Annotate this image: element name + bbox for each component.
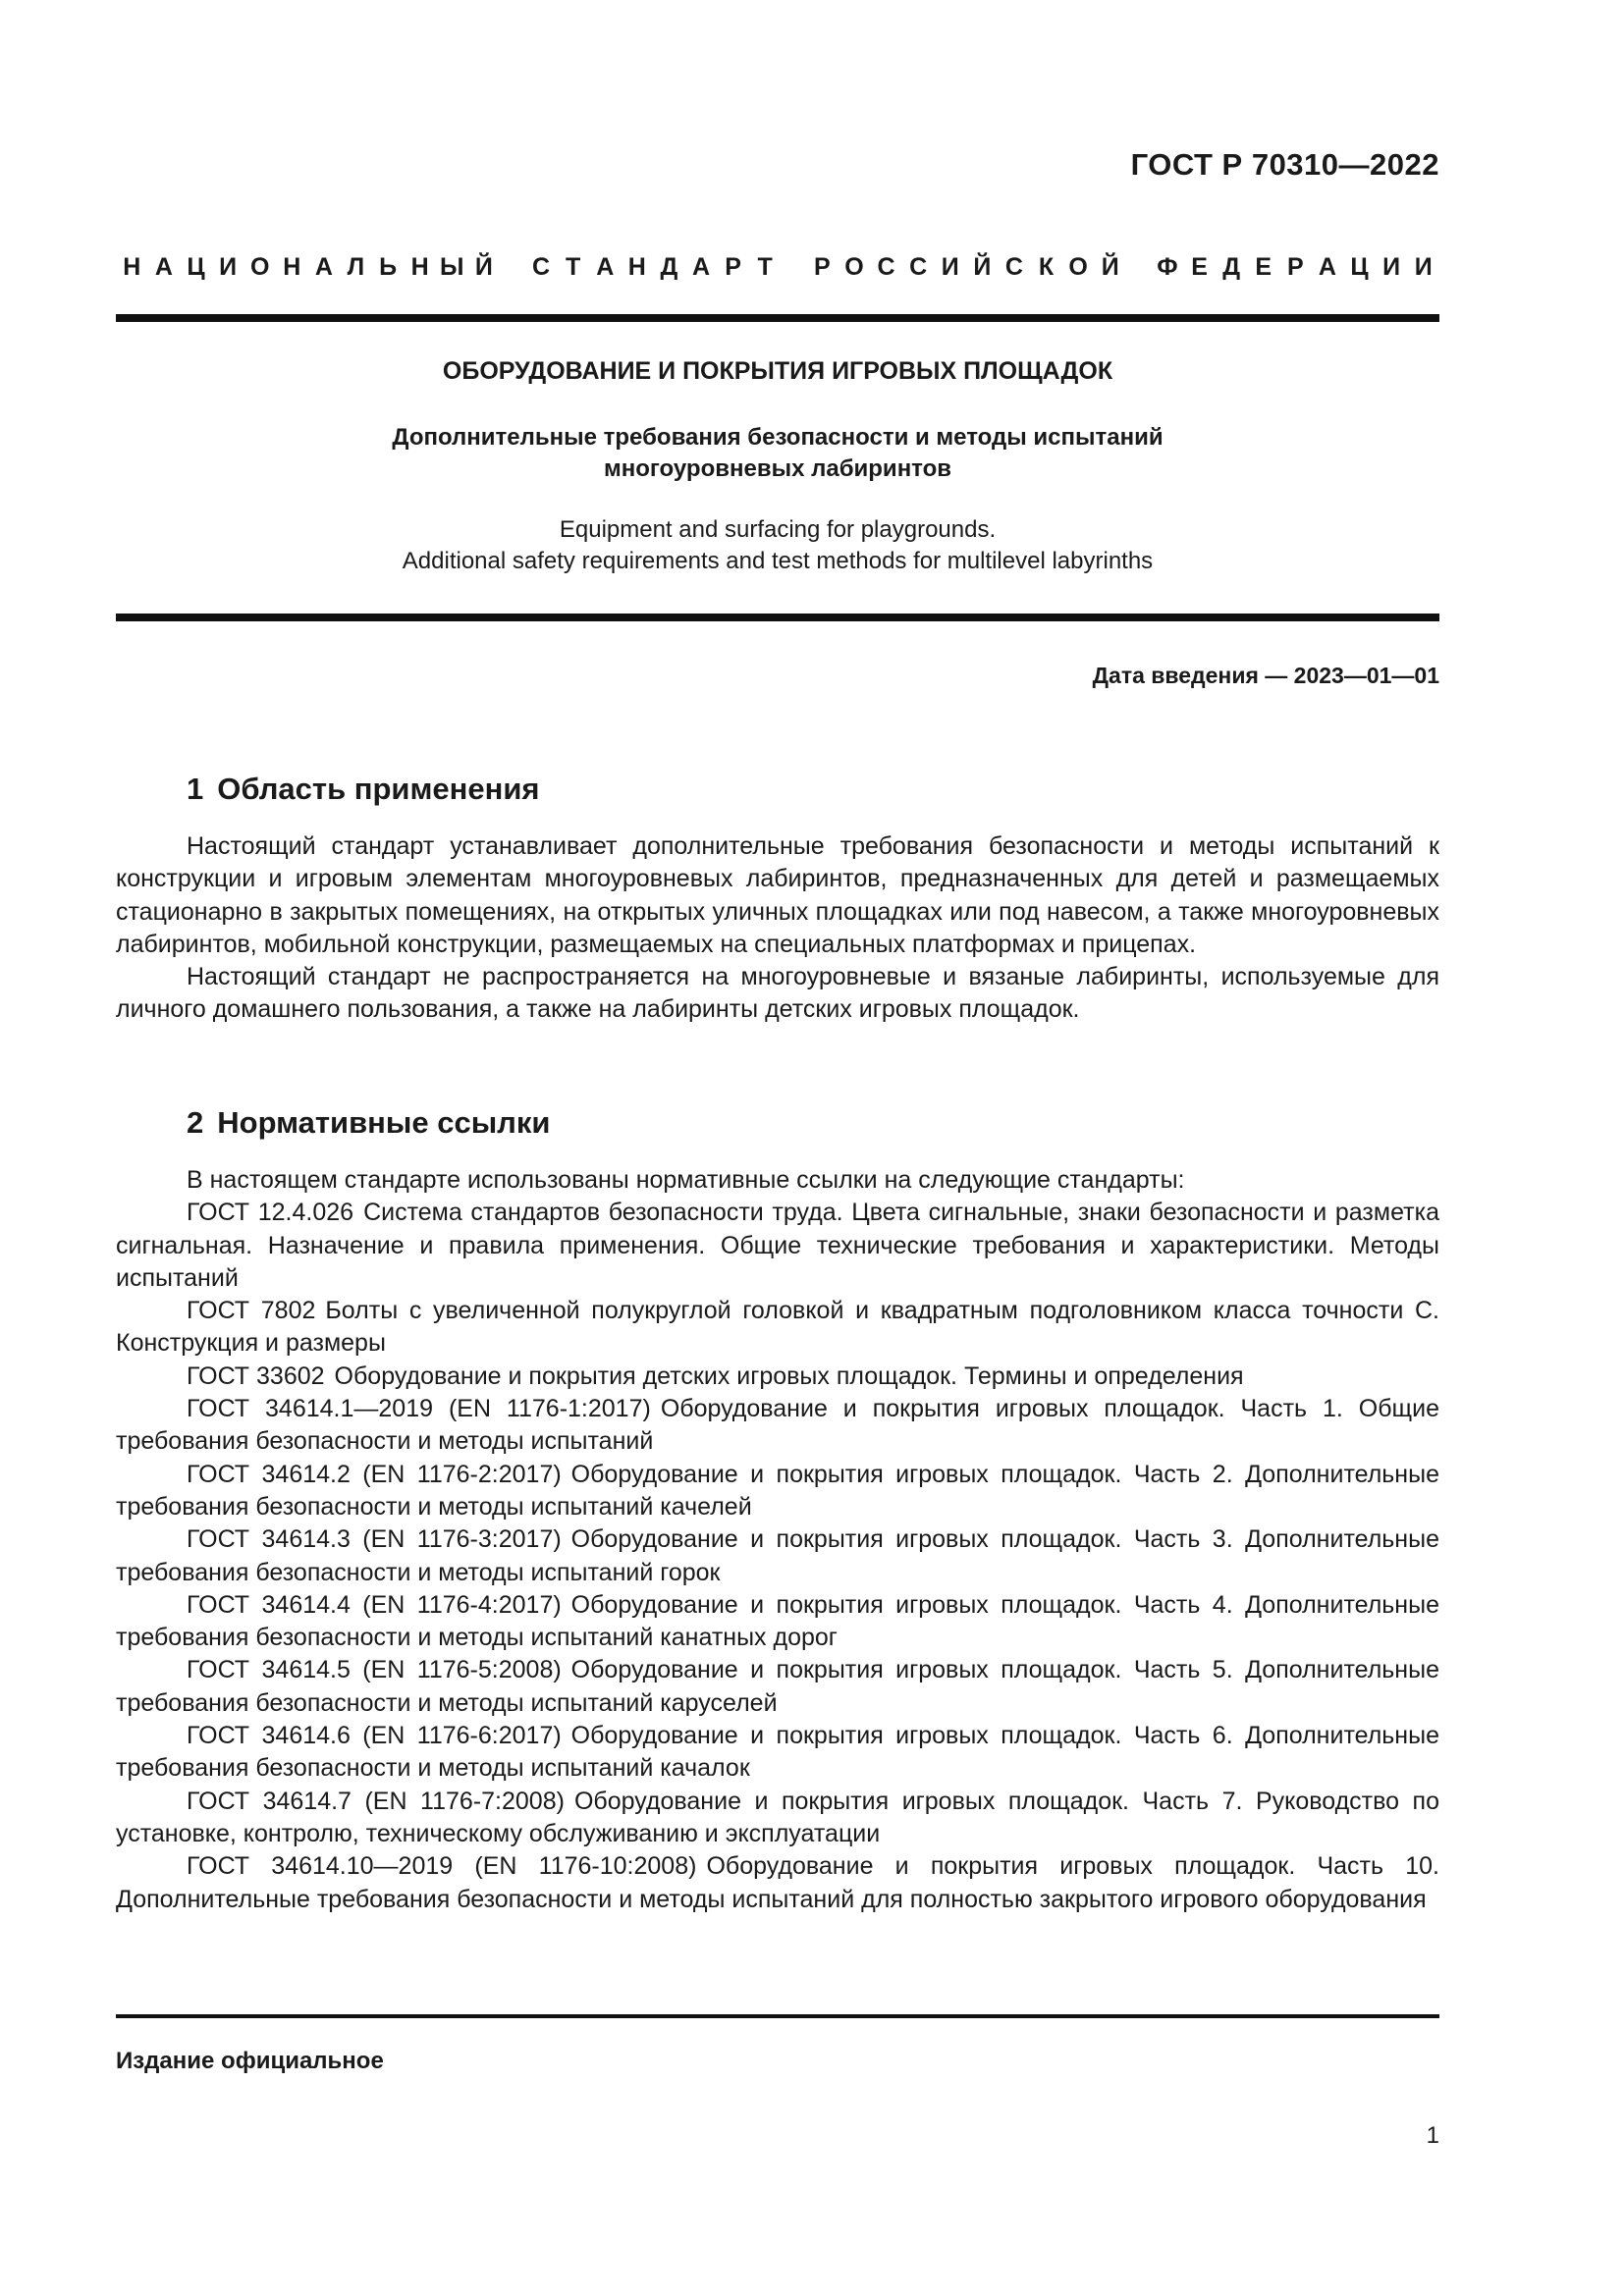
reference-code: ГОСТ 12.4.026 <box>187 1199 354 1227</box>
banner-letter: С <box>909 253 928 281</box>
banner-letter: А <box>596 253 615 281</box>
document-title: ОБОРУДОВАНИЕ И ПОКРЫТИЯ ИГРОВЫХ ПЛОЩАДОК <box>442 357 1113 385</box>
banner-word <box>1152 253 1439 282</box>
reference-title: Оборудование и покрытия игровых площадок. Часть 5. Дополнительные требования безопасности и методы испытаний каруселей <box>116 1656 1439 1717</box>
banner-letter: Н <box>123 253 141 281</box>
reference-code: ГОСТ 34614.2 (EN 1176-2:2017) <box>187 1460 562 1488</box>
banner-letter: О <box>844 253 864 281</box>
banner-letter: Т <box>565 253 581 281</box>
reference-code: ГОСТ 34614.7 (EN 1176-7:2008) <box>187 1787 565 1815</box>
reference-code: ГОСТ 34614.10—2019 (EN 1176-10:2008) <box>187 1852 697 1881</box>
banner-letter: Р <box>814 253 831 281</box>
banner-letter: Ы <box>439 253 464 281</box>
reference-entry <box>116 1850 1439 1916</box>
banner-letter: А <box>314 253 333 281</box>
footer-divider <box>116 2014 1439 2018</box>
document-subtitle <box>116 422 1439 485</box>
edition-label: Издание официальное <box>116 2048 384 2074</box>
subtitle-line: многоуровневых лабиринтов <box>603 455 952 482</box>
reference-title: Оборудование и покрытия игровых площадок. Часть 7. Руководство по установке, контролю, техническому обслуживанию и эксплуатации <box>116 1787 1439 1847</box>
reference-title: Оборудование и покрытия игровых площадок. Часть 10. Дополнительные требования безопасности и методы испытаний для полностью закрытого игрового оборудования <box>116 1852 1439 1913</box>
banner-letter: Й <box>973 253 992 281</box>
banner-letter: Д <box>660 253 678 281</box>
introduction-date: Дата введения — 2023—01—01 <box>1092 663 1439 688</box>
banner-letter: С <box>877 253 895 281</box>
title-divider <box>116 614 1439 621</box>
banner-letter: С <box>1004 253 1023 281</box>
top-divider <box>116 314 1439 322</box>
section-1-heading <box>187 772 540 807</box>
reference-entry <box>116 1361 1439 1393</box>
banner-letter: Й <box>1101 253 1119 281</box>
paragraph: Настоящий стандарт устанавливает дополнительные требования безопасности и методы испытаний к конструкции и игровым элементам многоуровневых лабиринтов, предназначенных для детей и размещаемых стационарно в закрытых помещениях, на открытых уличных площадках или под навесом, а также многоуровневых лабиринтов, мобильной конструкции, размещаемых на специальных платформах и прицепах. <box>116 832 1439 958</box>
reference-code: ГОСТ 33602 <box>187 1362 325 1390</box>
banner-letter: Р <box>725 253 741 281</box>
banner-letter: И <box>219 253 238 281</box>
reference-entry <box>116 1720 1439 1786</box>
reference-code: ГОСТ 34614.6 (EN 1176-6:2017) <box>187 1722 562 1750</box>
banner-letter: Н <box>283 253 301 281</box>
reference-code: ГОСТ 34614.1—2019 (EN 1176-1:2017) <box>187 1395 651 1423</box>
reference-title: Оборудование и покрытия игровых площадок. Часть 4. Дополнительные требования безопасности и методы испытаний канатных дорог <box>116 1590 1439 1652</box>
reference-title: Оборудование и покрытия игровых площадок. Часть 6. Дополнительные требования безопасности и методы испытаний качалок <box>116 1722 1439 1783</box>
reference-entry <box>116 1393 1439 1459</box>
banner-letter: О <box>249 253 270 281</box>
reference-entry <box>116 1523 1439 1589</box>
banner-letter: К <box>1038 253 1055 281</box>
reference-title: Оборудование и покрытия игровых площадок. Часть 1. Общие требования безопасности и методы испытаний <box>116 1395 1439 1456</box>
paragraph: Настоящий стандарт не распространяется на многоуровневые и вязаные лабиринты, используемые для личного домашнего пользования, а также на лабиринты детских игровых площадок. <box>116 963 1439 1024</box>
reference-code: ГОСТ 7802 <box>187 1297 316 1325</box>
reference-entry <box>116 1459 1439 1524</box>
section-number: 2 <box>187 1105 204 1140</box>
reference-entry <box>116 1589 1439 1655</box>
banner-letter: И <box>941 253 959 281</box>
section-number: 1 <box>187 772 204 806</box>
reference-title: Оборудование и покрытия детских игровых площадок. Термины и определения <box>334 1362 1244 1390</box>
banner-letter: Л <box>347 253 365 281</box>
subtitle-line: Дополнительные требования безопасности и методы испытаний <box>392 424 1164 451</box>
national-standard-banner <box>116 253 1439 282</box>
banner-letter: Ц <box>1350 253 1369 281</box>
banner-letter: С <box>532 253 551 281</box>
reference-entry <box>116 1295 1439 1361</box>
reference-title: Болты с увеличенной полукруглой головкой и квадратным подголовником класса точности С. Конструкция и размеры <box>116 1297 1439 1358</box>
english-title-line: Equipment and surfacing for playgrounds. <box>559 516 997 543</box>
banner-letter: Н <box>627 253 646 281</box>
section-2-body <box>116 1164 1439 1916</box>
banner-word <box>525 253 782 282</box>
banner-letter: О <box>1068 253 1088 281</box>
banner-word <box>806 253 1126 282</box>
banner-letter: А <box>691 253 711 281</box>
section-1-body <box>116 830 1439 1027</box>
reference-entry <box>116 1654 1439 1720</box>
section-title: Область применения <box>217 772 540 806</box>
section-title: Нормативные ссылки <box>217 1105 551 1140</box>
banner-letter: А <box>1318 253 1336 281</box>
page-number: 1 <box>1426 2122 1439 2149</box>
reference-title: Оборудование и покрытия игровых площадок. Часть 2. Дополнительные требования безопасности и методы испытаний качелей <box>116 1460 1439 1521</box>
reference-code: ГОСТ 34614.3 (EN 1176-3:2017) <box>187 1525 562 1554</box>
banner-letter: И <box>1382 253 1401 281</box>
banner-letter: Ф <box>1157 253 1178 281</box>
banner-letter: Ц <box>187 253 205 281</box>
reference-title: Оборудование и покрытия игровых площадок. Часть 3. Дополнительные требования безопасности и методы испытаний горок <box>116 1525 1439 1586</box>
english-title-line: Additional safety requirements and test methods for multilevel labyrinths <box>402 548 1154 574</box>
banner-letter: Т <box>757 253 773 281</box>
reference-code: ГОСТ 34614.5 (EN 1176-5:2008) <box>187 1656 562 1684</box>
gost-number: ГОСТ Р 70310—2022 <box>1130 147 1439 182</box>
banner-letter: Д <box>1222 253 1241 281</box>
banner-letter: А <box>154 253 173 281</box>
banner-letter: Ь <box>379 253 398 281</box>
banner-letter: Н <box>410 253 429 281</box>
banner-letter: И <box>1414 253 1433 281</box>
reference-code: ГОСТ 34614.4 (EN 1176-4:2017) <box>187 1590 562 1619</box>
banner-letter: Е <box>1191 253 1208 281</box>
section-2-heading <box>187 1105 550 1141</box>
banner-word <box>116 253 500 282</box>
banner-letter: Р <box>1286 253 1304 281</box>
paragraph: В настоящем стандарте использованы нормативные ссылки на следующие стандарты: <box>187 1166 1185 1194</box>
english-title <box>116 514 1439 577</box>
banner-letter: Е <box>1255 253 1272 281</box>
reference-entry <box>116 1786 1439 1851</box>
reference-entry <box>116 1197 1439 1295</box>
banner-letter: Й <box>474 253 493 281</box>
reference-title: Система стандартов безопасности труда. Цвета сигнальные, знаки безопасности и разметка сигнальная. Назначение и правила применения. Общие технические требования и характеристики. Методы испытаний <box>116 1199 1439 1292</box>
